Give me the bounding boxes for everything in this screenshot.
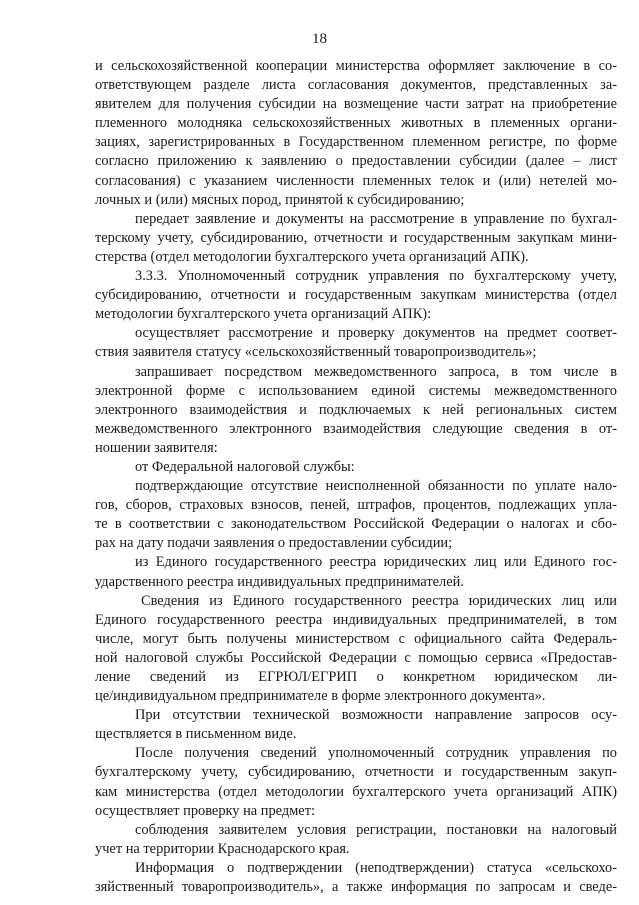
paragraph	[95, 57, 617, 210]
text-line: Единого государственного реестра индивидуальных предпринимателей, в том	[95, 611, 617, 628]
text-line: ствия заявителя статусу «сельскохозяйственный товаропроизводитель»;	[95, 344, 537, 361]
text-line: рах на дату подачи заявления о предоставлении субсидии;	[95, 535, 453, 552]
text-line: гов, сборов, страховых взносов, пеней, штрафов, процентов, подлежащих упла-	[95, 497, 617, 514]
paragraph	[95, 324, 617, 362]
paragraph	[95, 477, 617, 553]
text-line: це/индивидуальном предпринимателе в форме электронного документа».	[95, 688, 546, 705]
text-line: из Единого государственного реестра юридических лиц или Единого гос-	[135, 554, 617, 571]
paragraph	[95, 592, 617, 707]
paragraph	[95, 363, 617, 458]
text-line: ной налоговой службы Российской Федерации с помощью сервиса «Предостав-	[95, 649, 617, 666]
text-line: электронной форме с использованием единой системы межведомственного	[95, 382, 617, 399]
text-line: явителем для получения субсидии на возмещение части затрат на приобретение	[95, 96, 617, 113]
text-line: зяйственный товаропроизводитель», а также информация по запросам и сведе-	[95, 879, 617, 896]
text-line: от Федеральной налоговой службы:	[135, 458, 355, 475]
text-line: согласования) с указанием численности племенных телок и (или) нетелей мо-	[95, 172, 617, 189]
paragraph	[95, 744, 617, 820]
text-line: ударственного реестра индивидуальных предпринимателей.	[95, 573, 464, 590]
text-line: ление сведений из ЕГРЮЛ/ЕГРИП о конкретном юридическом ли-	[95, 669, 617, 685]
paragraph	[95, 210, 617, 267]
text-line: При отсутствии технической возможности направление запросов осу-	[135, 707, 617, 724]
text-line: запрашивает посредством межведомственного запроса, в том числе в	[135, 363, 617, 380]
text-line: Сведения из Единого государственного реестра юридических лиц или	[141, 592, 617, 609]
text-line: осуществляет рассмотрение и проверку документов на предмет соответ-	[135, 325, 617, 342]
text-line: стерства (отдел методологии бухгалтерского учета организаций АПК).	[95, 248, 529, 265]
text-line: межведомственного электронного взаимодействия следующие сведения в от-	[95, 420, 617, 437]
paragraph	[95, 267, 617, 324]
paragraph	[95, 458, 617, 477]
text-line: лочных и (или) мясных пород, принятой к субсидированию;	[95, 191, 465, 208]
text-line: методологии бухгалтерского учета организаций АПК):	[95, 306, 432, 323]
text-line: ответствующем разделе листа согласования документов, представленных за-	[95, 77, 617, 94]
text-line: ществляется в письменном виде.	[95, 726, 297, 743]
text-line: кам министерства (отдел методологии бухгалтерского учета организаций АПК)	[95, 783, 617, 800]
text-line: бухгалтерскому учету, субсидированию, отчетности и государственным закуп-	[95, 764, 617, 781]
text-line: согласно приложению к заявлению о предоставлении субсидии (далее – лист	[95, 153, 617, 170]
document-body	[95, 57, 617, 897]
paragraph	[95, 821, 617, 859]
text-line: После получения сведений уполномоченный сотрудник управления по	[135, 745, 617, 762]
text-line: племенного молодняка сельскохозяйственных животных в племенных органи-	[95, 115, 617, 132]
text-line: и сельскохозяйственной кооперации министерства оформляет заключение в со-	[95, 58, 617, 74]
text-line: электронного взаимодействия и подключаемых к ней региональных систем	[95, 401, 617, 418]
text-line: осуществляет проверку на предмет:	[95, 802, 315, 819]
text-line: числе, могут быть получены министерством с официального сайта Федераль-	[95, 630, 617, 647]
text-line: терскому учету, субсидированию, отчетности и государственным закупкам мини-	[95, 229, 617, 246]
text-line: ношении заявителя:	[95, 439, 218, 456]
paragraph	[95, 553, 617, 591]
text-line: зациях, зарегистрированных в Государственном племенном регистре, по форме	[95, 134, 617, 151]
text-line: те в соответствии с законодательством Российской Федерации о налогах и сбо-	[95, 516, 617, 533]
text-line: соблюдения заявителем условия регистрации, постановки на налоговый	[135, 821, 617, 838]
paragraph	[95, 859, 617, 897]
text-line: 3.3.3. Уполномоченный сотрудник управления по бухгалтерскому учету,	[135, 268, 617, 285]
page-number: 18	[312, 31, 327, 47]
text-line: подтверждающие отсутствие неисполненной обязанности по уплате нало-	[135, 478, 617, 495]
text-line: учет на территории Краснодарского края.	[95, 840, 350, 857]
text-line: субсидированию, отчетности и государственным закупкам министерства (отдел	[95, 287, 617, 304]
text-line: Информация о подтверждении (неподтверждении) статуса «сельскохо-	[135, 859, 617, 876]
text-line: передает заявление и документы на рассмотрение в управление по бухгал-	[135, 210, 617, 227]
paragraph	[95, 706, 617, 744]
